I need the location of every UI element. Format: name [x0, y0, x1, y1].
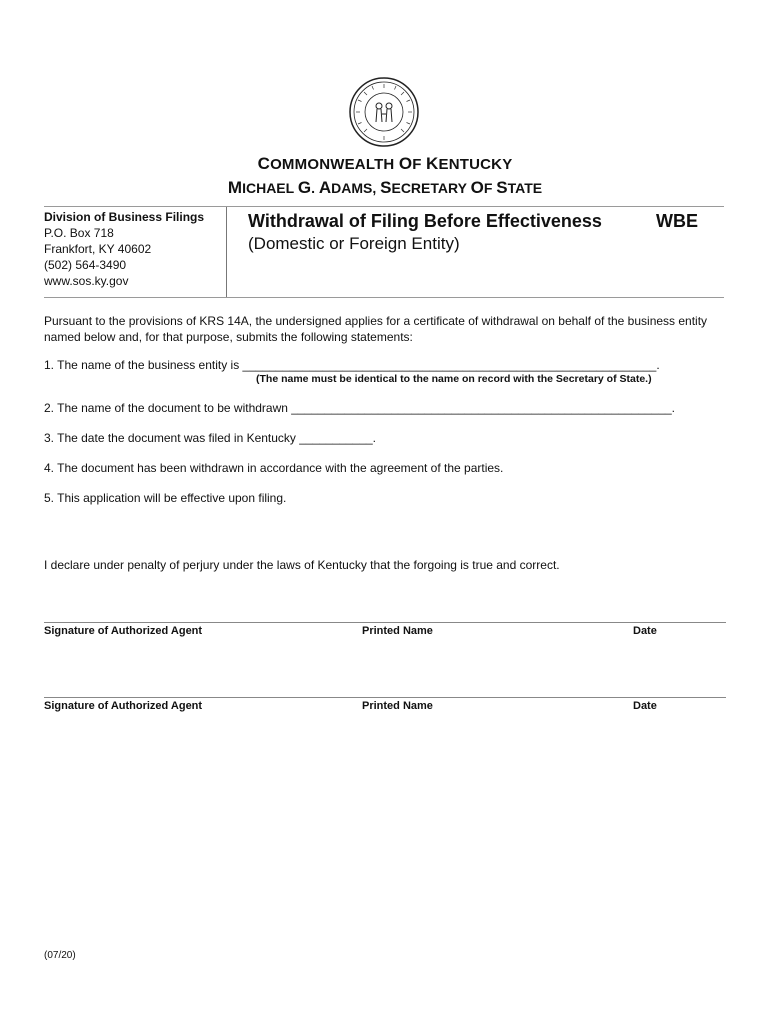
statement-entity-name[interactable]: 1. The name of the business entity is ______________________________________________________________. — [44, 358, 660, 372]
form-code: WBE — [656, 211, 698, 231]
signature-line-1[interactable] — [44, 622, 726, 623]
signature-label-2: Signature of Authorized Agent — [44, 700, 203, 712]
office-address — [44, 209, 204, 289]
declaration-text: I declare under penalty of perjury under the laws of Kentucky that the forgoing is true and correct. — [44, 558, 560, 572]
signature-line-2[interactable] — [44, 697, 726, 698]
header-top-rule — [44, 206, 724, 207]
statement-effective: 5. This application will be effective upon filing. — [44, 491, 287, 505]
printed-name-label-1: Printed Name — [362, 625, 433, 637]
revision-date: (07/20) — [44, 950, 76, 961]
form-title: Withdrawal of Filing Before Effectiveness — [248, 211, 602, 231]
date-label-2: Date — [633, 700, 657, 712]
division-name: Division of Business Filings — [44, 210, 205, 224]
statement-document-name[interactable]: 2. The name of the document to be withdrawn _________________________________________________________. — [44, 401, 676, 415]
po-box: P.O. Box 718 — [44, 226, 114, 240]
state-header: COMMONWEALTH OF KENTUCKY — [257, 154, 513, 173]
date-label-1: Date — [633, 625, 657, 637]
entity-name-note: (The name must be identical to the name on record with the Secretary of State.) — [256, 373, 652, 385]
city-state-zip: Frankfort, KY 40602 — [44, 242, 152, 256]
header-bottom-rule — [44, 297, 724, 298]
phone-number: (502) 564-3490 — [44, 258, 127, 272]
signature-label-1: Signature of Authorized Agent — [44, 625, 203, 637]
intro-paragraph: Pursuant to the provisions of KRS 14A, the undersigned applies for a certificate of withdrawal on behalf of the business entity named below and, for that purpose, submits the following statements: — [44, 314, 708, 344]
form-subtitle: (Domestic or Foreign Entity) — [248, 234, 460, 253]
secretary-header: MICHAEL G. ADAMS, SECRETARY OF STATE — [227, 178, 543, 197]
printed-name-label-2: Printed Name — [362, 700, 433, 712]
header-divider — [226, 207, 227, 297]
statement-filed-date[interactable]: 3. The date the document was filed in Kentucky ___________. — [44, 431, 377, 445]
website-link[interactable]: www.sos.ky.gov — [44, 274, 129, 288]
statement-withdrawn: 4. The document has been withdrawn in accordance with the agreement of the parties. — [44, 461, 504, 475]
kentucky-state-seal-icon — [348, 76, 420, 148]
